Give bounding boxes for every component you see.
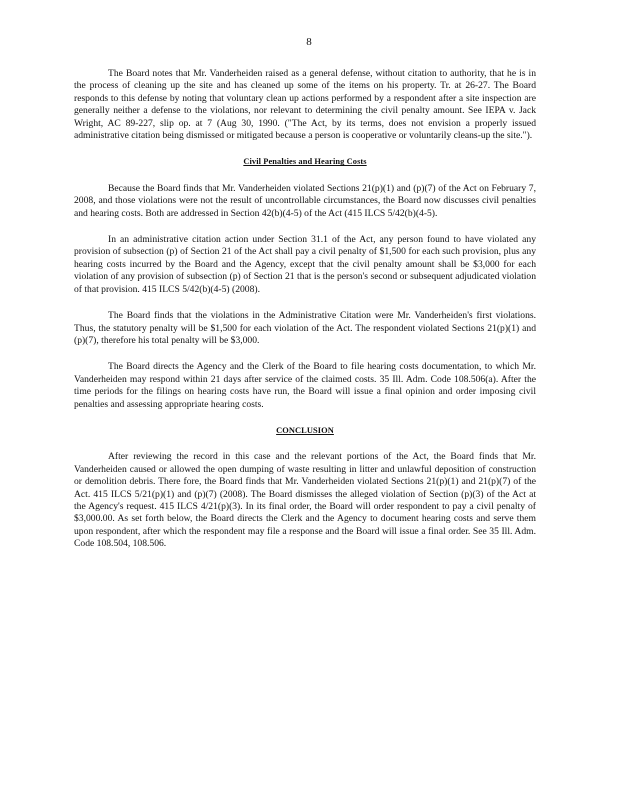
paragraph-statutory-provision: In an administrative citation action under Section 31.1 of the Act, any person found to have violated any provision of subsection (p) of Section 21 of the Act shall pay a civil penalty of $1,500 for each such provision, plus any hearing costs incurred by the Board and the Agency, except that the civil penalty amount shall be $3,000 for each violation of any provision of subsection (p) of Section 21 that is the person's second or subsequent adjudicated violation of that provision. 415 ILCS 5/42(b)(4-5) (2008). <box>74 234 536 295</box>
section-heading-conclusion: CONCLUSION <box>276 425 334 435</box>
paragraph-violations-finding: Because the Board finds that Mr. Vanderheiden violated Sections 21(p)(1) and (p)(7) of the Act on February 7, 2008, and those violations were not the result of uncontrollable circumstances, the Board now discusses civil penalties and hearing costs. Both are addressed in Section 42(b)(4-5) of the Act (415 ILCS 5/42(b)(4-5). <box>74 182 536 219</box>
paragraph-defense: The Board notes that Mr. Vanderheiden raised as a general defense, without citation to authority, that he is in the process of cleaning up the site and has cleaned up some of the items on his property. Tr. at 26-27. The Board responds to this defense by noting that voluntary clean up actions performed by a respondent after a site inspection are generally neither a defense to the violations, nor relevant to determining the civil penalty amount. See IEPA v. Jack Wright, AC 89-227, slip op. at 7 (Aug 30, 1990. ("The Act, by its terms, does not envision a properly issued administrative citation being dismissed or mitigated because a person is cooperative or voluntarily cleans-up the site."). <box>74 68 536 142</box>
page-number: 8 <box>306 36 312 48</box>
document-body <box>74 68 536 565</box>
paragraph-conclusion: After reviewing the record in this case and the relevant portions of the Act, the Board finds that Mr. Vanderheiden caused or allowed the open dumping of waste resulting in litter and unlawful deposition of construction or demolition debris. There fore, the Board finds that Mr. Vanderheiden violated Sections 21(p)(1) and 21(p)(7) of the Act. 415 ILCS 5/21(p)(1) and (p)(7) (2008). The Board dismisses the alleged violation of Section (p)(3) of the Act at the Agency's request. 415 ILCS 4/21(p)(3). In its final order, the Board will order respondent to pay a civil penalty of $3,000.00. As set forth below, the Board directs the Clerk and the Agency to document hearing costs and serve them upon respondent, after which the respondent may file a response and the Board will issue a final order. See 35 Ill. Adm. Code 108.504, 108.506. <box>74 451 536 550</box>
section-heading-penalties: Civil Penalties and Hearing Costs <box>243 157 367 167</box>
paragraph-penalty-amount: The Board finds that the violations in the Administrative Citation were Mr. Vanderheiden's first violations. Thus, the statutory penalty will be $1,500 for each violation of the Act. The respondent violated Sections 21(p)(1) and (p)(7), therefore his total penalty will be $3,000. <box>74 310 536 346</box>
paragraph-hearing-costs: The Board directs the Agency and the Clerk of the Board to file hearing costs documentation, to which Mr. Vanderheiden may respond within 21 days after service of the claimed costs. 35 Ill. Adm. Code 108.506(a). After the time periods for the filings on hearing costs have run, the Board will issue a final opinion and order imposing civil penalties and assessing appropriate hearing costs. <box>74 361 536 410</box>
